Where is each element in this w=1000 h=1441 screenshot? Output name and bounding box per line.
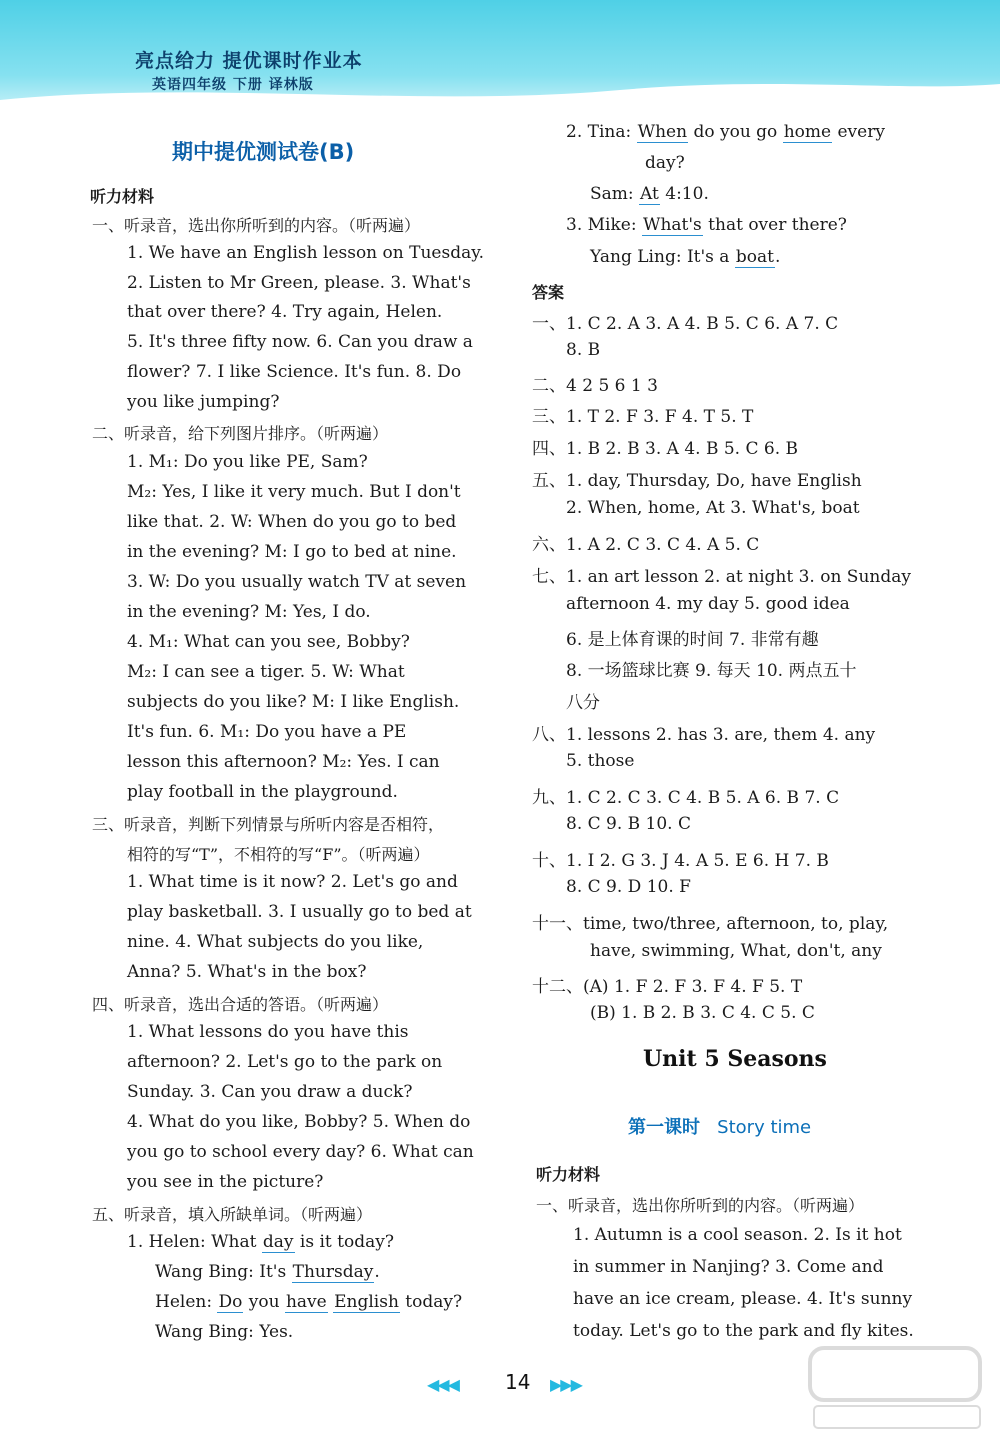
text-line: It's fun. 6. M₁: Do you have a PE bbox=[127, 722, 407, 742]
text-line: you like jumping? bbox=[127, 392, 280, 412]
dialog-line: 1. Helen: What day is it today? bbox=[127, 1232, 394, 1252]
answer-line: 七、1. an art lesson 2. at night 3. on Sunday bbox=[532, 567, 911, 587]
text-line: 3. W: Do you usually watch TV at seven bbox=[127, 572, 467, 592]
text-line: M₂: Yes, I like it very much. But I don't bbox=[127, 482, 461, 502]
answer-line: 8. B bbox=[566, 340, 601, 360]
text-line: in summer in Nanjing? 3. Come and bbox=[573, 1257, 884, 1277]
text-line: 1. M₁: Do you like PE, Sam? bbox=[127, 452, 368, 472]
text-line: M₂: I can see a tiger. 5. W: What bbox=[127, 662, 405, 682]
section-heading: 一、听录音，选出你所听到的内容。（听两遍） bbox=[536, 1196, 865, 1215]
text-line: have an ice cream, please. 4. It's sunny bbox=[573, 1289, 913, 1309]
filled-blank: Thursday bbox=[292, 1262, 374, 1282]
dialog-line: 3. Mike: What's that over there? bbox=[566, 215, 847, 235]
answer-line: (B) 1. B 2. B 3. C 4. C 5. C bbox=[590, 1003, 815, 1023]
text-line: 5. It's three fifty now. 6. Can you draw a bbox=[127, 332, 473, 352]
text-line: play football in the playground. bbox=[127, 782, 398, 802]
unit-title: Unit 5 Seasons bbox=[643, 1046, 827, 1072]
text-line: 1. Autumn is a cool season. 2. Is it hot bbox=[573, 1225, 902, 1245]
dialog-line: Sam: At 4:10. bbox=[590, 184, 709, 204]
book-subtitle: 英语四年级 下册 译林版 bbox=[152, 77, 314, 93]
answer-line: 二、4 2 5 6 1 3 bbox=[532, 376, 658, 396]
answer-line: 8. C 9. D 10. F bbox=[566, 877, 691, 897]
dialog-line: Wang Bing: Yes. bbox=[155, 1322, 294, 1342]
filled-blank: home bbox=[783, 122, 832, 142]
answer-line: 八、1. lessons 2. has 3. are, them 4. any bbox=[532, 725, 876, 745]
text-line: play basketball. 3. I usually go to bed at bbox=[127, 902, 472, 922]
dialog-line: 2. Tina: When do you go home every bbox=[566, 122, 885, 142]
answer-line: 5. those bbox=[566, 751, 635, 771]
text-line: 4. M₁: What can you see, Bobby? bbox=[127, 632, 410, 652]
answer-line: 十一、time, two/three, afternoon, to, play, bbox=[532, 914, 889, 934]
text-line: 1. What time is it now? 2. Let's go and bbox=[127, 872, 458, 892]
dialog-line: Helen: Do you have English today? bbox=[155, 1292, 463, 1312]
text-line: 1. We have an English lesson on Tuesday. bbox=[127, 243, 484, 263]
answer-line: 6. 是上体育课的时间 7. 非常有趣 bbox=[566, 630, 819, 650]
text-line: today. Let's go to the park and fly kites. bbox=[573, 1321, 914, 1341]
answer-line: 五、1. day, Thursday, Do, have English bbox=[532, 471, 862, 491]
answer-line: have, swimming, What, don't, any bbox=[590, 941, 882, 961]
text-line: Anna? 5. What's in the box? bbox=[127, 962, 367, 982]
filled-blank: At bbox=[640, 184, 659, 204]
filled-blank: day bbox=[262, 1232, 294, 1252]
answer-line: afternoon 4. my day 5. good idea bbox=[566, 594, 850, 614]
text-line: subjects do you like? M: I like English. bbox=[127, 692, 460, 712]
text-line: you see in the picture? bbox=[127, 1172, 324, 1192]
text-line: 1. What lessons do you have this bbox=[127, 1022, 409, 1042]
section-heading-cont: 相符的写“T”，不相符的写“F”。（听两遍） bbox=[127, 845, 430, 864]
book-brand: 亮点给力 提优课时作业本 bbox=[135, 50, 363, 72]
section-heading: 二、听录音，给下列图片排序。（听两遍） bbox=[92, 424, 389, 443]
filled-blank: When bbox=[637, 122, 688, 142]
filled-blank: Do bbox=[218, 1292, 243, 1312]
answer-line: 六、1. A 2. C 3. C 4. A 5. C bbox=[532, 535, 760, 555]
answer-line: 八分 bbox=[566, 693, 600, 713]
text-line: 2. Listen to Mr Green, please. 3. What's bbox=[127, 273, 471, 293]
next-arrows-icon: ▶▶▶ bbox=[550, 1375, 581, 1394]
prev-arrows-icon: ◀◀◀ bbox=[427, 1375, 458, 1394]
answer-line: 8. 一场篮球比赛 9. 每天 10. 两点五十 bbox=[566, 661, 857, 681]
answer-line: 十、1. I 2. G 3. J 4. A 5. E 6. H 7. B bbox=[532, 851, 829, 871]
filled-blank: have bbox=[285, 1292, 327, 1312]
section-heading: 一、听录音，选出你所听到的内容。（听两遍） bbox=[92, 216, 421, 235]
section-heading: 三、听录音，判断下列情景与所听内容是否相符， bbox=[92, 815, 445, 834]
filled-blank: What's bbox=[642, 215, 702, 235]
answer-line: 九、1. C 2. C 3. C 4. B 5. A 6. B 7. C bbox=[532, 788, 840, 808]
text-line: in the evening? M: I go to bed at nine. bbox=[127, 542, 457, 562]
answer-line: 四、1. B 2. B 3. A 4. B 5. C 6. B bbox=[532, 439, 799, 459]
filled-blank: boat bbox=[735, 247, 774, 267]
watermark-logo bbox=[800, 1340, 990, 1435]
text-line: 4. What do you like, Bobby? 5. When do bbox=[127, 1112, 471, 1132]
text-line: that over there? 4. Try again, Helen. bbox=[127, 302, 443, 322]
listening-heading: 听力材料 bbox=[90, 187, 155, 206]
answer-line: 十二、(A) 1. F 2. F 3. F 4. F 5. T bbox=[532, 977, 803, 997]
text-line: in the evening? M: Yes, I do. bbox=[127, 602, 371, 622]
answer-line: 三、1. T 2. F 3. F 4. T 5. T bbox=[532, 407, 754, 427]
answer-line: 一、1. C 2. A 3. A 4. B 5. C 6. A 7. C bbox=[532, 314, 839, 334]
section-heading: 五、听录音，填入所缺单词。（听两遍） bbox=[92, 1205, 373, 1224]
text-line: Sunday. 3. Can you draw a duck? bbox=[127, 1082, 413, 1102]
dialog-line: Wang Bing: It's Thursday. bbox=[155, 1262, 380, 1282]
text-line: nine. 4. What subjects do you like, bbox=[127, 932, 424, 952]
header-wave-decoration bbox=[0, 70, 1000, 110]
answer-line: 8. C 9. B 10. C bbox=[566, 814, 692, 834]
text-line: flower? 7. I like Science. It's fun. 8. Do bbox=[127, 362, 462, 382]
listening-heading: 听力材料 bbox=[536, 1165, 601, 1184]
answer-line: 2. When, home, At 3. What's, boat bbox=[566, 498, 860, 518]
text-line: like that. 2. W: When do you go to bed bbox=[127, 512, 457, 532]
page-number: 14 bbox=[505, 1370, 531, 1394]
answers-heading: 答案 bbox=[532, 283, 565, 302]
dialog-line: Yang Ling: It's a boat. bbox=[590, 247, 781, 267]
test-title: 期中提优测试卷(B) bbox=[172, 140, 355, 164]
section-heading: 四、听录音，选出合适的答语。（听两遍） bbox=[92, 995, 389, 1014]
text-line: afternoon? 2. Let's go to the park on bbox=[127, 1052, 443, 1072]
dialog-line: day? bbox=[645, 153, 685, 173]
lesson-title: 第一课时 Story time bbox=[628, 1117, 812, 1138]
filled-blank: English bbox=[334, 1292, 399, 1312]
text-line: you go to school every day? 6. What can bbox=[127, 1142, 474, 1162]
text-line: lesson this afternoon? M₂: Yes. I can bbox=[127, 752, 440, 772]
